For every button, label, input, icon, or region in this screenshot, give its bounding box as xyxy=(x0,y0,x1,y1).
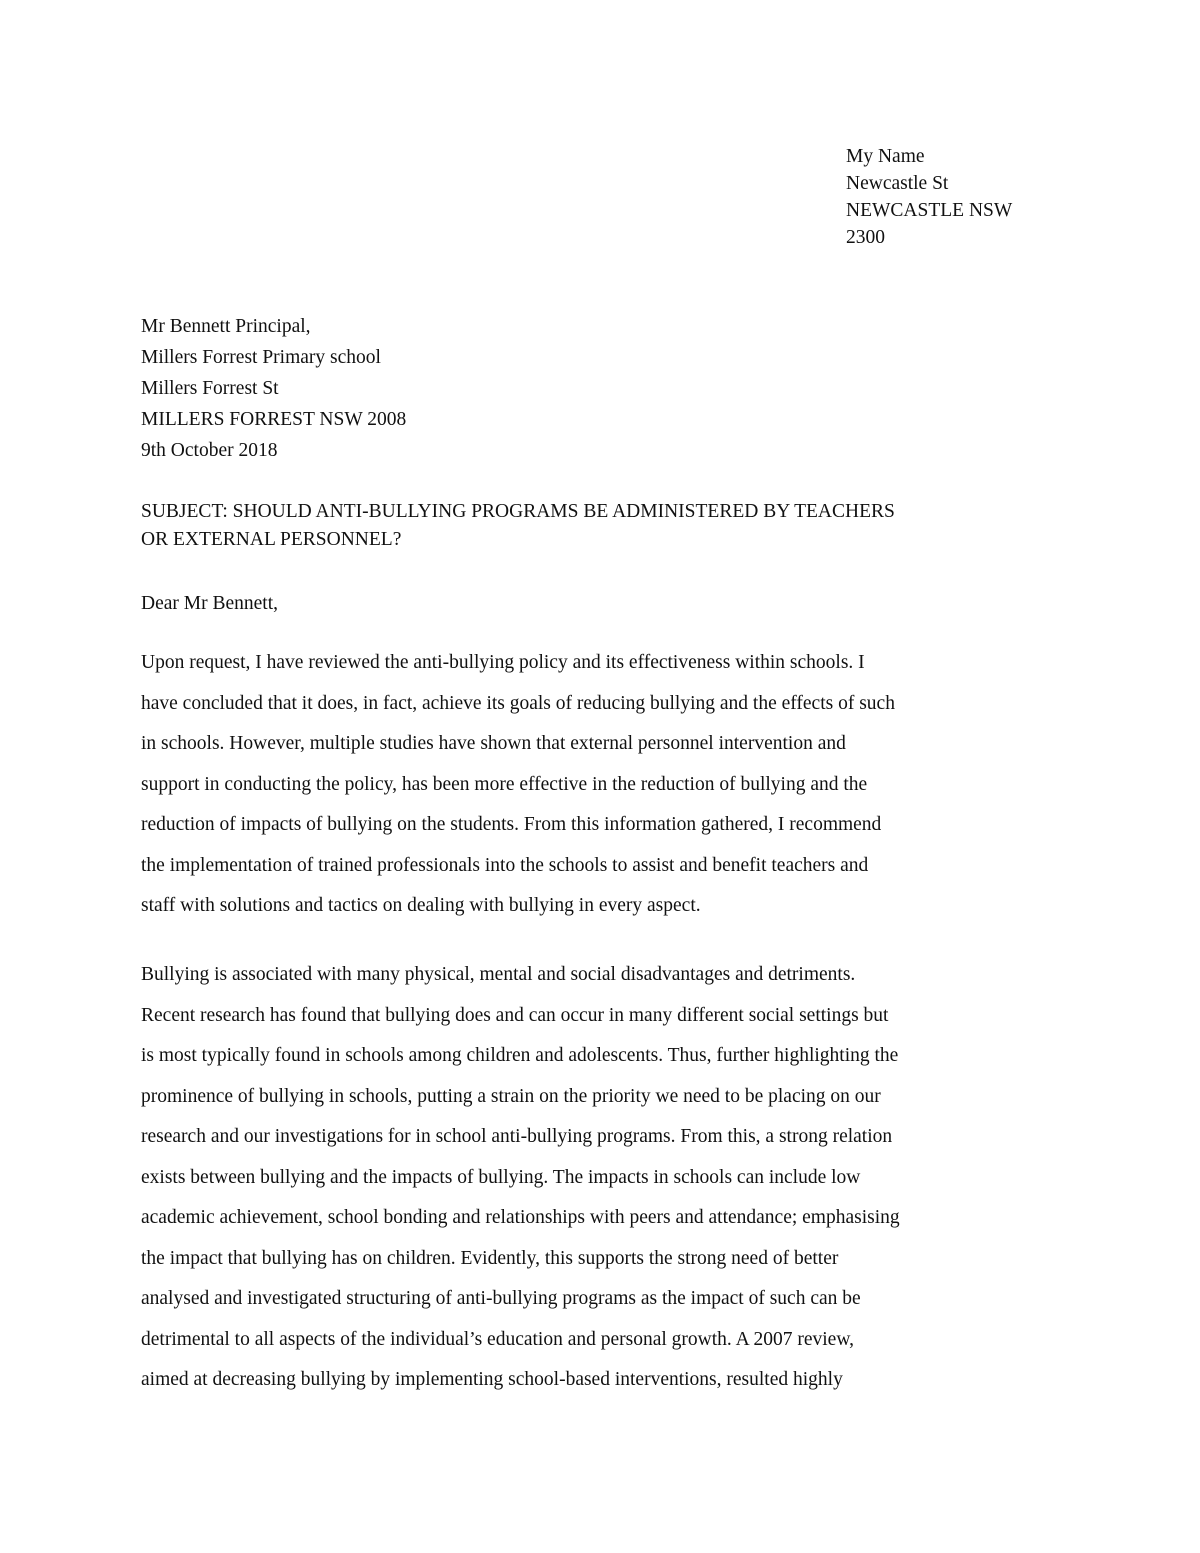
paragraph-line: prominence of bullying in schools, putting a strain on the priority we need to be placing on our xyxy=(141,1085,881,1107)
paragraph-line: the impact that bullying has on children. Evidently, this supports the strong need of better xyxy=(141,1247,839,1269)
sender-city: NEWCASTLE NSW xyxy=(846,200,1013,221)
sender-address xyxy=(846,143,1012,251)
subject-line xyxy=(141,498,1071,554)
paragraph-line: Bullying is associated with many physical, mental and social disadvantages and detriments. xyxy=(141,964,856,985)
paragraph-line: exists between bullying and the impacts of bullying. The impacts in schools can include low xyxy=(141,1166,861,1188)
letter-date: 9th October 2018 xyxy=(141,440,278,461)
paragraph-line: staff with solutions and tactics on dealing with bullying in every aspect. xyxy=(141,895,701,916)
sender-name: My Name xyxy=(846,146,925,167)
subject-line-text: SUBJECT: SHOULD ANTI-BULLYING PROGRAMS BE ADMINISTERED BY TEACHERS xyxy=(141,501,895,522)
paragraph-line: research and our investigations for in school anti-bullying programs. From this, a strong relation xyxy=(141,1126,893,1147)
paragraph-line: academic achievement, school bonding and relationships with peers and attendance; emphasising xyxy=(141,1207,900,1228)
recipient-line: Millers Forrest Primary school xyxy=(141,347,381,368)
body-paragraph-2 xyxy=(141,955,900,1401)
paragraph-line: support in conducting the policy, has been more effective in the reduction of bullying and the xyxy=(141,773,868,795)
recipient-line: MILLERS FORREST NSW 2008 xyxy=(141,409,407,430)
paragraph-line: have concluded that it does, in fact, achieve its goals of reducing bullying and the effects of such xyxy=(141,692,895,714)
subject-line-text: OR EXTERNAL PERSONNEL? xyxy=(141,529,402,550)
paragraph-line: analysed and investigated structuring of anti-bullying programs as the impact of such can be xyxy=(141,1288,861,1309)
paragraph-line: the implementation of trained professionals into the schools to assist and benefit teachers and xyxy=(141,854,869,876)
paragraph-line: aimed at decreasing bullying by implementing school-based interventions, resulted highly xyxy=(141,1369,843,1390)
recipient-line: Millers Forrest St xyxy=(141,378,279,399)
sender-postcode: 2300 xyxy=(846,227,885,248)
body-paragraph-1 xyxy=(141,643,895,927)
paragraph-line: detrimental to all aspects of the individual’s education and personal growth. A 2007 review, xyxy=(141,1328,855,1350)
recipient-address xyxy=(141,311,406,466)
paragraph-line: reduction of impacts of bullying on the students. From this information gathered, I recommend xyxy=(141,814,882,835)
paragraph-line: in schools. However, multiple studies have shown that external personnel intervention and xyxy=(141,733,846,754)
paragraph-line: Upon request, I have reviewed the anti-bullying policy and its effectiveness within schools. I xyxy=(141,652,865,673)
paragraph-line: is most typically found in schools among children and adolescents. Thus, further highlighting the xyxy=(141,1045,899,1066)
paragraph-line: Recent research has found that bullying does and can occur in many different social settings but xyxy=(141,1004,889,1026)
sender-street: Newcastle St xyxy=(846,173,949,194)
recipient-line: Mr Bennett Principal, xyxy=(141,316,311,337)
salutation: Dear Mr Bennett, xyxy=(141,593,278,614)
